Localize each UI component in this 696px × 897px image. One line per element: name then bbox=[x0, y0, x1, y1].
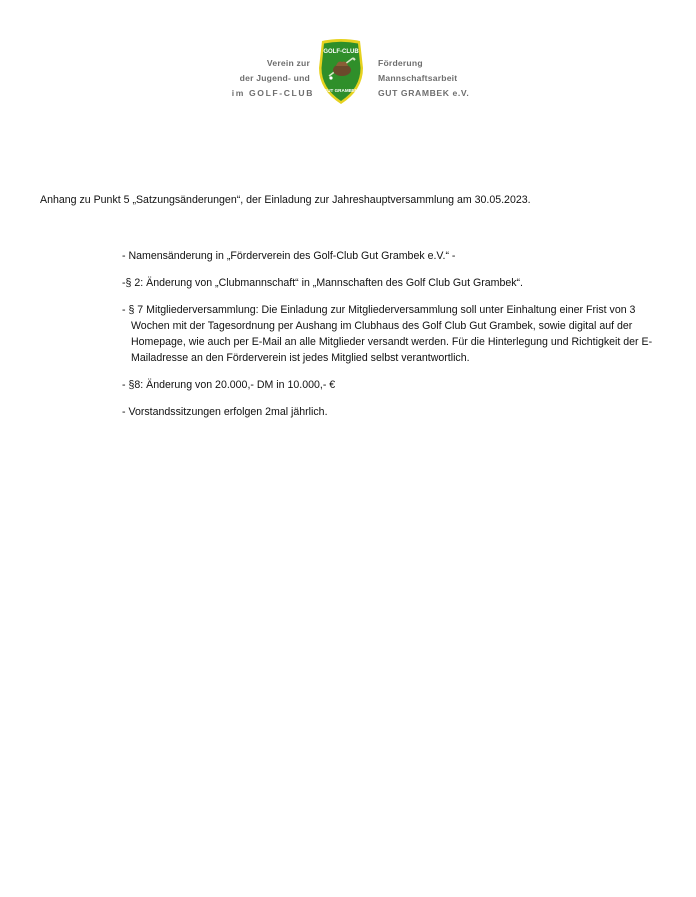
amendment-item-paragraph-8: - §8: Änderung von 20.000,- DM in 10.000,- € bbox=[122, 379, 336, 391]
letterhead-right-line-1: Förderung bbox=[378, 58, 423, 68]
letterhead-left-line-2: der Jugend- und bbox=[239, 73, 310, 83]
letterhead bbox=[0, 36, 696, 108]
amendment-item-board-meetings: - Vorstandssitzungen erfolgen 2mal jährlich. bbox=[122, 406, 328, 418]
letterhead-right-line-2: Mannschaftsarbeit bbox=[378, 73, 458, 83]
logo-bottom-text: GUT GRAMBEK bbox=[323, 88, 359, 93]
amendment-list bbox=[122, 248, 657, 431]
amendment-item-name-change: - Namensänderung in „Förderverein des Golf-Club Gut Grambek e.V.“ - bbox=[122, 250, 456, 262]
logo-top-text: GOLF-CLUB bbox=[323, 49, 359, 55]
golf-club-logo-icon bbox=[316, 38, 366, 106]
letterhead-left-line-1: Verein zur bbox=[266, 58, 310, 68]
letterhead-left-line-3: im GOLF-CLUB bbox=[231, 88, 314, 98]
amendment-item-paragraph-2: -§ 2: Änderung von „Clubmannschaft“ in „Mannschaften des Golf Club Gut Grambek“. bbox=[122, 277, 523, 289]
intro-paragraph: Anhang zu Punkt 5 „Satzungsänderungen“, der Einladung zur Jahreshauptversammlung am 30.05.2023. bbox=[40, 194, 531, 206]
amendment-item-paragraph-7: - § 7 Mitgliederversammlung: Die Einladung zur Mitgliederversammlung soll unter Einhaltung einer Frist von 3 Wochen mit der Tagesordnung per Aushang im Clubhaus des Golf Club Gut Grambek, sowie digital auf der Homepage, wie auch per E-Mail an alle Mitglieder versandt werden. Für die Hinterlegung und Richtigkeit der E-Mailadresse an den Förderverein ist jedes Mitglied selbst verantwortlich. bbox=[122, 304, 653, 364]
letterhead-right-line-3: GUT GRAMBEK e.V. bbox=[378, 88, 470, 98]
